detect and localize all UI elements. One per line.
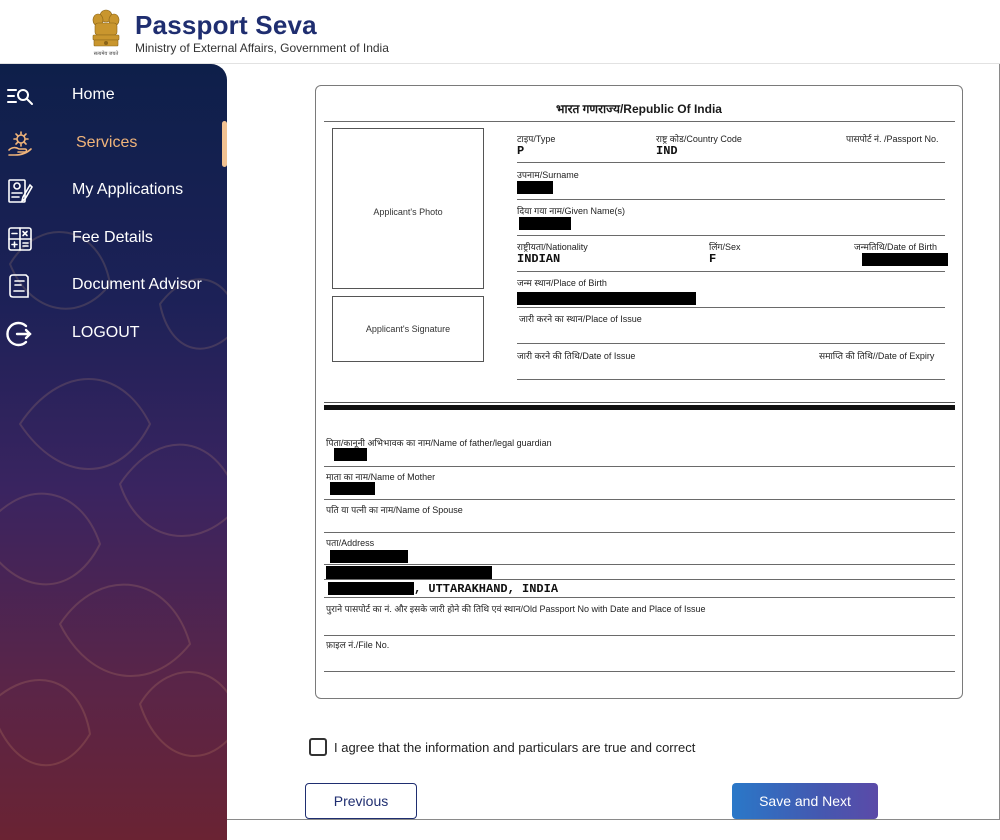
old-passport-label: पुराने पासपोर्ट का नं. और इसके जारी होने की तिथि एवं स्थान/Old Passport No with Date and Place of Issue [326,604,706,614]
sidebar [0,64,227,840]
title-divider [324,121,955,122]
spouse-name-label: पति या पत्नी का नाम/Name of Spouse [326,505,463,515]
place-of-issue-label: जारी करने का स्थान/Place of Issue [519,314,642,324]
passport-no-label: पासपोर्ट नं. /Passport No. [846,134,939,144]
sidebar-item-services[interactable] [0,122,227,166]
previous-button[interactable]: Previous [305,783,417,819]
sidebar-item-fee-details[interactable] [0,217,227,261]
row-divider [517,271,945,272]
row-divider [324,597,955,598]
passport-preview-card [315,85,963,699]
address-line3-text: , UTTARAKHAND, INDIA [414,582,559,596]
sidebar-item-logout[interactable] [0,312,227,356]
active-nav-indicator [222,121,227,167]
dob-label: जन्मतिथि/Date of Birth [854,242,937,252]
top-header [0,0,1000,64]
given-name-label: दिया गया नाम/Given Name(s) [517,206,626,216]
home-search-icon [6,82,34,110]
father-name-label: पिता/कानूनी अभिभावक का नाम/Name of father/legal guardian [326,438,552,448]
address-line1-redacted [330,550,408,563]
surname-label: उपनाम/Surname [517,170,579,180]
mother-name-label: माता का नाम/Name of Mother [326,472,436,482]
row-divider [517,379,945,380]
sidebar-label-fee-details: Fee Details [72,229,153,246]
row-divider [324,499,955,500]
type-value: P [517,144,525,158]
photo-label: Applicant's Photo [373,207,443,217]
sidebar-label-document-advisor: Document Advisor [72,276,202,293]
app-title: Passport Seva [135,10,317,40]
sidebar-label-home: Home [72,86,115,103]
card-title: भारत गणराज्य/Republic Of India [556,102,722,116]
document-icon [6,272,34,300]
row-divider [324,564,955,565]
row-divider [324,579,955,580]
services-icon [6,130,34,158]
sidebar-label-my-applications: My Applications [72,181,184,198]
file-no-label: फ़ाइल नं./File No. [326,640,390,650]
father-name-redacted [334,448,367,461]
applications-icon [6,177,34,205]
applicant-photo-box [332,128,484,289]
row-divider [517,307,945,308]
nationality-label: राष्ट्रीयता/Nationality [517,242,588,252]
sidebar-item-home[interactable] [0,74,227,118]
date-of-issue-label: जारी करने की तिथि/Date of Issue [517,351,636,361]
given-name-redacted [519,217,571,230]
row-divider [517,162,945,163]
sidebar-item-document-advisor[interactable] [0,264,227,308]
row-divider [324,671,955,672]
row-divider [324,532,955,533]
sex-value: F [709,252,717,266]
country-code-label: राष्ट्र कोड/Country Code [656,134,742,144]
app-subtitle: Ministry of External Affairs, Government of India [135,41,389,55]
emblem-caption: सत्यमेव जयते [93,51,119,57]
row-divider [324,635,955,636]
place-of-birth-label: जन्म स्थान/Place of Birth [517,278,607,288]
separator-thin [324,402,955,403]
agreement-checkbox[interactable] [309,738,327,756]
applicant-signature-box [332,296,484,362]
nationality-value: INDIAN [517,252,561,266]
agreement-text[interactable]: I agree that the information and particulars are true and correct [334,740,696,755]
surname-redacted [517,181,553,194]
sidebar-label-services: Services [76,134,138,151]
address-line2-redacted [326,566,492,579]
sidebar-label-logout: LOGOUT [72,324,140,341]
sex-label: लिंग/Sex [709,242,741,252]
address-line3-redacted [328,582,414,595]
row-divider [517,235,945,236]
type-label: टाइप/Type [517,134,556,144]
signature-label: Applicant's Signature [365,324,451,334]
row-divider [517,199,945,200]
address-label: पता/Address [326,538,375,548]
row-divider [324,466,955,467]
calculator-icon [6,225,34,253]
logout-icon [6,320,34,348]
date-of-expiry-label: समाप्ति की तिथि//Date of Expiry [819,351,935,361]
separator-thick [324,405,955,410]
mother-name-redacted [330,482,375,495]
row-divider [517,343,945,344]
save-and-next-button[interactable]: Save and Next [732,783,878,819]
sidebar-item-my-applications[interactable] [0,169,227,213]
country-code-value: IND [656,144,678,158]
place-of-birth-redacted [517,292,696,305]
dob-redacted [862,253,948,266]
national-emblem-icon [88,6,124,58]
